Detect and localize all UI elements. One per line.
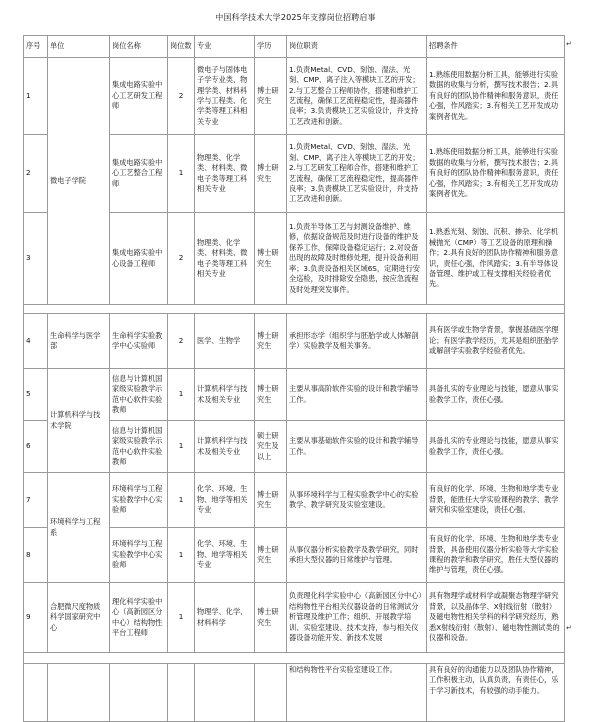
duty: 从事环境科学与工程实验教学中心的实验教学、教学研究及实验室建设。	[287, 473, 427, 528]
position-count: 2	[168, 314, 195, 369]
position-name: 环境科学与工程实验教学中心实验师	[110, 473, 168, 528]
position-count: 1	[168, 369, 195, 421]
requirement: 具备扎实的专业理论与技能，愿意从事实验教学工作，责任心强。	[427, 421, 565, 473]
row-number: 8	[24, 528, 48, 583]
position-name: 理化科学实验中心（高新园区分中心）结构物性平台工程师	[110, 583, 168, 653]
row-number: 9	[24, 583, 48, 653]
empty-cell	[255, 664, 287, 722]
duty: 从事仪器分析实验教学及教学研究，同时承担大型仪器的日常维护与管理。	[287, 528, 427, 583]
education: 博士研究生	[255, 135, 287, 213]
empty-cell	[195, 664, 255, 722]
header-row	[24, 36, 565, 58]
requirement: 有良好的化学、环境、生物和地学类专业背景，能胜任大学实验课程的教学、教学研究和实验室建设，责任心强。	[427, 473, 565, 528]
header-count: 岗位数	[168, 36, 195, 58]
position-name: 环境科学与工程实验教学中心实验师	[110, 528, 168, 583]
education: 博士研究生	[255, 213, 287, 305]
return-mark-icon: ↵	[566, 624, 572, 632]
major: 物理类、化学类、材料类、微电子类等理工科相关专业	[195, 135, 255, 213]
position-count: 1	[168, 528, 195, 583]
header-education: 学历	[255, 36, 287, 58]
duty: 主要从事基础软件实验的设计和教学辅导工作。	[287, 421, 427, 473]
major: 化学、环境、生物、地学等相关专业	[195, 473, 255, 528]
empty-cell	[168, 664, 195, 722]
recruitment-table	[23, 35, 565, 722]
header-major: 专业	[195, 36, 255, 58]
position-name: 信息与计算机国家级实验教学示范中心软件实验教师	[110, 421, 168, 473]
continuation-row	[24, 664, 565, 722]
return-mark-icon: ↵	[566, 40, 572, 48]
unit-cell: 合肥微尺度物质科学国家研究中心	[48, 583, 110, 653]
requirement: 1.熟练使用数据分析工具，能够进行实验数据的收集与分析，撰写技术报告；2.具有良好的团队协作精神和服务意识，责任心强，作风踏实；3.有相关工艺开发成功案例者优先。	[427, 58, 565, 135]
education: 博士研究生	[255, 58, 287, 135]
major: 物理学、化学、材料科学	[195, 583, 255, 653]
page-break	[24, 653, 565, 664]
requirement: 具有物理学或材料学或凝聚态物理学研究背景，以及晶体学、X射线衍射（散射）及磁电物性相关学科的科学研究经历，熟悉X射线衍射（散射）、磁电物性测试类的仪器和设备。	[427, 583, 565, 653]
empty-cell	[24, 664, 48, 722]
position-count: 2	[168, 213, 195, 305]
position-count: 1	[168, 135, 195, 213]
duty-continued: 和结构物性平台实验室建设工作。	[287, 664, 427, 722]
requirement: 有良好的化学、环境、生物和地学类专业背景，具备使用仪器分析实验等大学实验课程的教学和教学研究，胜任大型仪器的维护与管理，责任心强。	[427, 528, 565, 583]
position-name: 信息与计算机国家级实验教学示范中心软件实验教师	[110, 369, 168, 421]
row-number: 3	[24, 213, 48, 305]
position-name: 集成电路实验中心设备工程师	[110, 213, 168, 305]
duty: 主要从事高阶软件实验的设计和教学辅导工作。	[287, 369, 427, 421]
row-number: 5	[24, 369, 48, 421]
position-name: 集成电路实验中心工艺研发工程师	[110, 58, 168, 135]
header-no: 序号	[24, 36, 48, 58]
education: 博士研究生	[255, 314, 287, 369]
duty: 1.负责半导体工艺与封测设备维护、维修，依据设备规范及时进行设备的维护及保养工作，保障设备稳定运行；2.对设备出现的故障及时维修处理，提升设备利用率；3.负责设备相关区域6S，定期进行安全巡检，及时排除安全隐患，按应急流程及时处理突发事件。	[287, 213, 427, 305]
position-count: 1	[168, 473, 195, 528]
education: 博士研究生	[255, 528, 287, 583]
major: 医学、生物学	[195, 314, 255, 369]
unit-cell: 环境科学与工程系	[48, 473, 110, 583]
major: 计算机科学与技术及相关专业	[195, 369, 255, 421]
unit-cell: 微电子学院	[48, 58, 110, 305]
position-count: 2	[168, 58, 195, 135]
duty: 1.负责Metal、CVD、刻蚀、湿法、光刻、CMP、离子注入等模块工艺的开发；2.与工艺研发工程师合作，搭建和维护工艺流程，确保工艺流程稳定性，提高器件良率；3.负责模块工艺实验设计，并支持工艺改进和创新。	[287, 135, 427, 213]
position-name: 集成电路实验中心工艺整合工程师	[110, 135, 168, 213]
row-number: 1	[24, 58, 48, 135]
major: 化学、环境、生物、地学等相关专业	[195, 528, 255, 583]
table-row	[24, 58, 565, 135]
page-break	[24, 305, 565, 314]
duty: 承担形态学（组织学与胚胎学或人体解剖学）实验教学及相关事务。	[287, 314, 427, 369]
row-number: 6	[24, 421, 48, 473]
education: 硕士研究生及以上	[255, 421, 287, 473]
unit-cell: 计算机科学与技术学院	[48, 369, 110, 473]
duty: 1.负责Metal、CVD、刻蚀、湿法、光刻、CMP、离子注入等模块工艺的开发；2.与工艺整合工程师协作，搭建和维护工艺流程，确保工艺流程稳定性，提高器件良率；3.负责模块工艺实验设计，并支持工艺改进和创新。	[287, 58, 427, 135]
position-count: 1	[168, 421, 195, 473]
education: 博士研究生	[255, 583, 287, 653]
education: 博士研究生	[255, 473, 287, 528]
requirement: 具备扎实的专业理论与技能，愿意从事实验教学工作，责任心强。	[427, 369, 565, 421]
row-number: 2	[24, 135, 48, 213]
table-row	[24, 583, 565, 653]
header-duty: 岗位职责	[287, 36, 427, 58]
major: 微电子与固体电子学专业类、物理学类、材料科学与工程类、化学类等理工科相关专业	[195, 58, 255, 135]
table-row	[24, 314, 565, 369]
requirement-continued: 具有良好的沟通能力以及团队协作精神，工作积极主动，认真负责，有责任心，乐于学习新技术，有较强的动手能力。	[427, 664, 565, 722]
position-count: 1	[168, 583, 195, 653]
table-row	[24, 473, 565, 528]
major: 物理类、化学类、材料类、微电子类等理工科相关专业	[195, 213, 255, 305]
row-number: 7	[24, 473, 48, 528]
header-requirement: 招聘条件	[427, 36, 565, 58]
position-name: 生命科学实验教学中心实验师	[110, 314, 168, 369]
document-title: 中国科学技术大学2025年支撑岗位招聘启事	[215, 13, 376, 22]
row-number: 4	[24, 314, 48, 369]
major: 计算机科学与技术及相关专业	[195, 421, 255, 473]
empty-cell	[48, 664, 110, 722]
requirement: 1.熟练使用数据分析工具，能够进行实验数据的收集与分析，撰写技术报告；2.具有良好的团队协作精神和服务意识，责任心强，作风踏实；3.有相关工艺开发成功案例者优先。	[427, 135, 565, 213]
requirement: 1.熟悉光刻、刻蚀、沉积、掺杂、化学机械抛光（CMP）等工艺设备的原理和操作；2.具有良好的团队协作精神和服务意识，责任心强，作风踏实；3.有半导体设备管理、维护或工程支撑相关经验者优先。	[427, 213, 565, 305]
header-position: 岗位名称	[110, 36, 168, 58]
empty-cell	[110, 664, 168, 722]
requirement: 具有医学或生物学背景，掌握基础医学理论；有医学教学经历，尤其是组织胚胎学或解剖学实验教学经验者优先。	[427, 314, 565, 369]
header-unit: 单位	[48, 36, 110, 58]
unit-cell: 生命科学与医学部	[48, 314, 110, 369]
duty: 负责理化科学实验中心（高新园区分中心）结构物性平台相关仪器设备的日常测试分析管理及维护工作；组织、开展教学培训、实验室建设、技术支持，参与相关仪器设备功能开发、新技术发展	[287, 583, 427, 653]
education: 博士研究生	[255, 369, 287, 421]
table-row	[24, 369, 565, 421]
